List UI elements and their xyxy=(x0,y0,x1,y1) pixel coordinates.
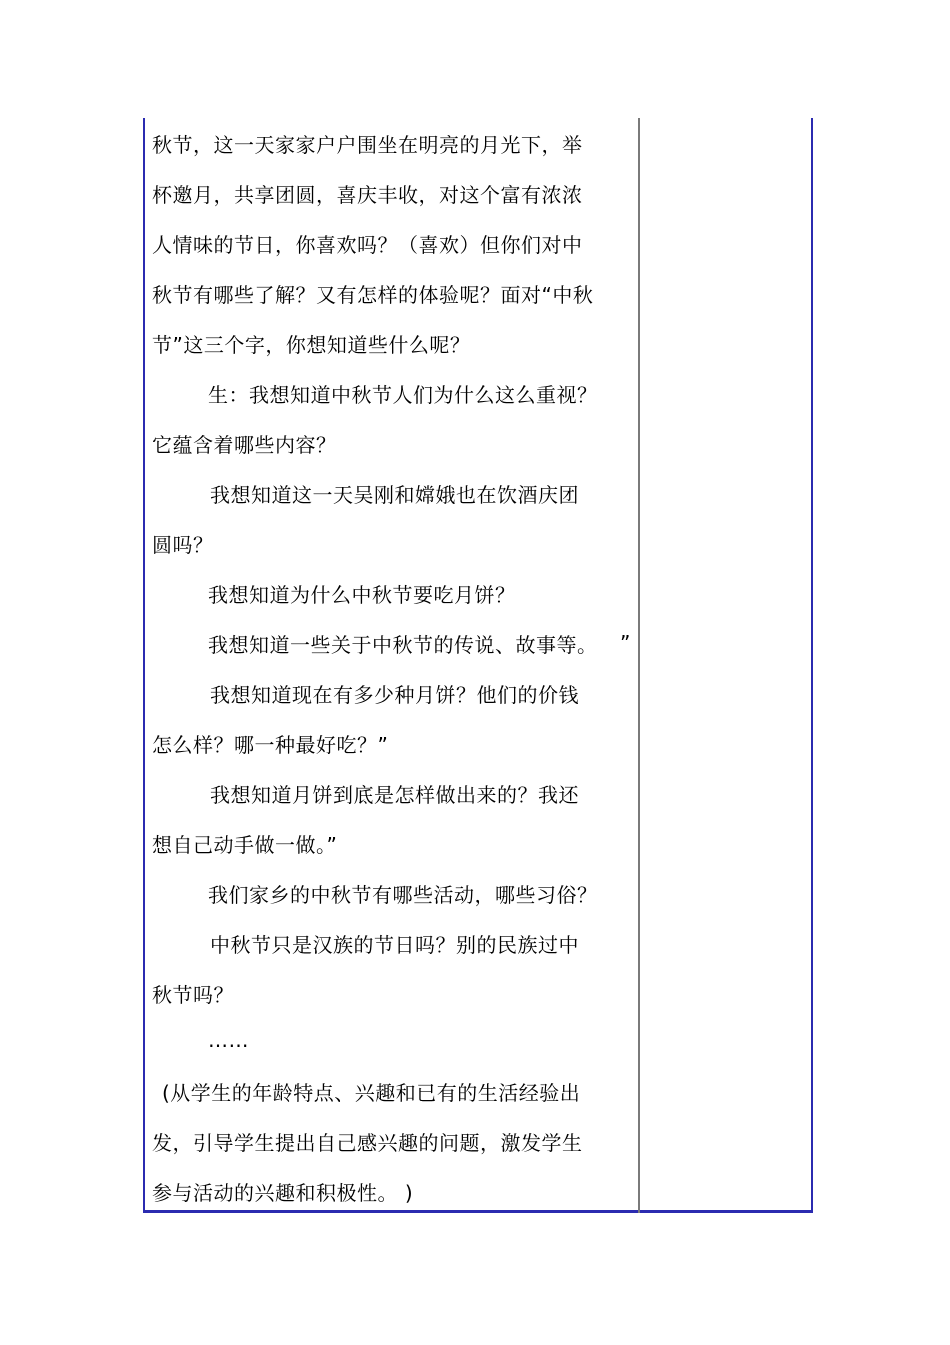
text-line: 圆吗？ xyxy=(152,533,214,557)
text-line: (从学生的年龄特点、兴趣和已有的生活经验出 xyxy=(162,1081,581,1105)
text-line: 想自己动手做一做。” xyxy=(152,833,338,857)
text-line: 参与活动的兴趣和积极性。 ) xyxy=(152,1181,414,1205)
text-line: 我想知道这一天吴刚和嫦娥也在饮酒庆团 xyxy=(210,483,579,507)
text-line: 秋节有哪些了解？又有怎样的体验呢？面对“中秋 xyxy=(152,283,594,307)
text-line: 秋节，这一天家家户户围坐在明亮的月光下，举 xyxy=(152,133,583,157)
text-line: 中秋节只是汉族的节日吗？别的民族过中 xyxy=(210,933,579,957)
text-line: 杯邀月，共享团圆，喜庆丰收，对这个富有浓浓 xyxy=(152,183,583,207)
text-line: 我们家乡的中秋节有哪些活动，哪些习俗？ xyxy=(208,883,598,907)
text-line: 秋节吗？ xyxy=(152,983,234,1007)
ellipsis-line: …… xyxy=(208,1028,249,1052)
text-line: 我想知道为什么中秋节要吃月饼？ xyxy=(208,583,516,607)
text-line: 人情味的节日，你喜欢吗？（喜欢）但你们对中 xyxy=(152,233,583,257)
text-line: 我想知道现在有多少种月饼？他们的价钱 xyxy=(210,683,579,707)
text-line: 它蕴含着哪些内容？ xyxy=(152,433,337,457)
text-line: 发，引导学生提出自己感兴趣的问题，激发学生 xyxy=(152,1131,583,1155)
text-line: 节”这三个字，你想知道些什么呢？ xyxy=(152,333,471,357)
column-divider xyxy=(638,118,640,1213)
text-line: 生：我想知道中秋节人们为什么这么重视？ xyxy=(208,383,598,407)
closing-quote-mark: ” xyxy=(620,631,631,655)
text-line: 我想知道一些关于中秋节的传说、故事等。 xyxy=(208,633,598,657)
text-line: 怎么样？哪一种最好吃？” xyxy=(152,733,389,757)
text-line: 我想知道月饼到底是怎样做出来的？我还 xyxy=(210,783,579,807)
